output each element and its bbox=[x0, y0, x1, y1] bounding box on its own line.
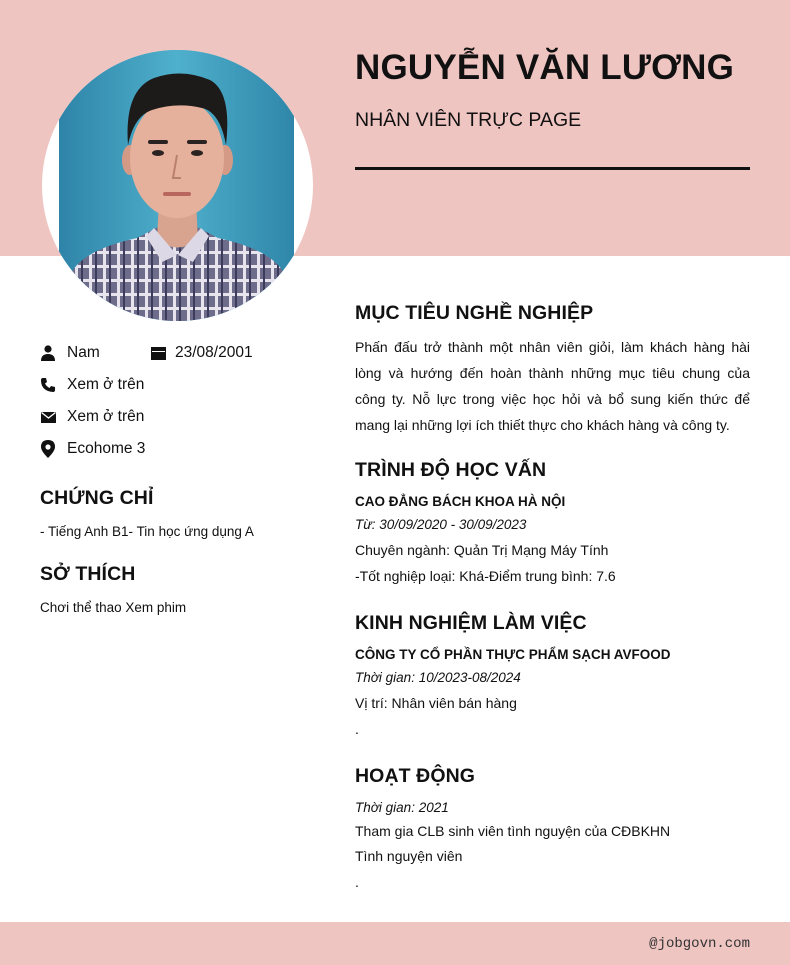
address-row bbox=[40, 438, 145, 460]
activities-line-1: Tham gia CLB sinh viên tình nguyện của CĐBKHN bbox=[355, 823, 671, 839]
education-major: Chuyên ngành: Quản Trị Mạng Máy Tính bbox=[355, 542, 609, 558]
education-school: CAO ĐẲNG BÁCH KHOA HÀ NỘI bbox=[355, 494, 566, 509]
profile-photo bbox=[42, 50, 313, 321]
hobbies-title: SỞ THÍCH bbox=[40, 563, 136, 585]
gender-text: Nam bbox=[67, 344, 100, 361]
activities-trailing: . bbox=[355, 874, 359, 890]
phone-row bbox=[40, 374, 144, 396]
footer-watermark: @jobgovn.com bbox=[649, 936, 750, 952]
activities-line-2: Tình nguyện viên bbox=[355, 848, 463, 864]
email-text: Xem ở trên bbox=[67, 408, 145, 425]
location-pin-icon bbox=[40, 441, 56, 457]
objective-title: MỤC TIÊU NGHỀ NGHIỆP bbox=[355, 302, 594, 324]
job-title: NHÂN VIÊN TRỰC PAGE bbox=[355, 109, 582, 131]
mail-icon bbox=[40, 409, 56, 425]
birthdate-row bbox=[150, 342, 253, 364]
experience-trailing: . bbox=[355, 721, 359, 737]
activities-title: HOẠT ĐỘNG bbox=[355, 765, 476, 787]
phone-icon bbox=[40, 377, 56, 393]
person-icon bbox=[40, 345, 56, 361]
education-title: TRÌNH ĐỘ HỌC VẤN bbox=[355, 459, 547, 481]
calendar-icon bbox=[150, 345, 166, 361]
header-divider bbox=[355, 167, 750, 170]
experience-company: CÔNG TY CỔ PHẦN THỰC PHẨM SẠCH AVFOOD bbox=[355, 647, 671, 662]
experience-title: KINH NGHIỆM LÀM VIỆC bbox=[355, 612, 587, 634]
candidate-name: NGUYỄN VĂN LƯƠNG bbox=[355, 48, 735, 87]
gender-row bbox=[40, 342, 100, 364]
email-row bbox=[40, 406, 144, 428]
hobbies-text: Chơi thể thao Xem phim bbox=[40, 600, 187, 615]
address-text: Ecohome 3 bbox=[67, 440, 146, 457]
certificates-title: CHỨNG CHỈ bbox=[40, 487, 154, 509]
experience-position: Vị trí: Nhân viên bán hàng bbox=[355, 695, 517, 711]
phone-text: Xem ở trên bbox=[67, 376, 145, 393]
activities-period: Thời gian: 2021 bbox=[355, 800, 449, 815]
education-period: Từ: 30/09/2020 - 30/09/2023 bbox=[355, 517, 527, 532]
objective-text: Phấn đấu trở thành một nhân viên giỏi, làm khách hàng hài lòng và hướng đến hoàn thành những mục tiêu chung của công ty. Nỗ lực trong việc học hỏi và bổ sung kiến thức để mang lại những lợi ích thiết thực cho khách hàng và công ty. bbox=[355, 339, 750, 433]
certificates-text: - Tiếng Anh B1- Tin học ứng dụng A bbox=[40, 524, 254, 539]
experience-period: Thời gian: 10/2023-08/2024 bbox=[355, 670, 521, 685]
birthdate-text: 23/08/2001 bbox=[175, 344, 253, 361]
education-grade: -Tốt nghiệp loại: Khá-Điểm trung bình: 7.6 bbox=[355, 568, 616, 584]
